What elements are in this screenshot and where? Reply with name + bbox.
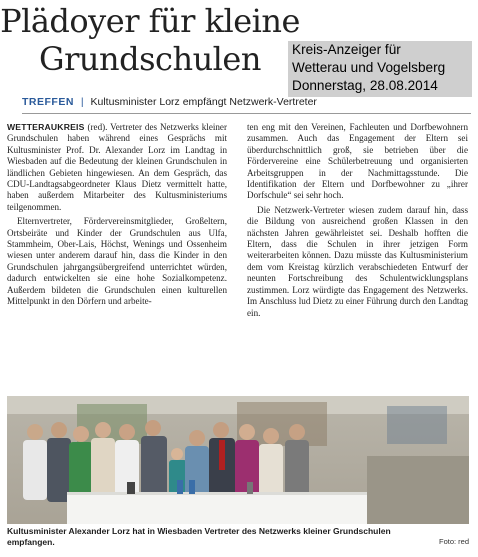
headline-line-1: Plädoyer für kleine xyxy=(0,2,300,40)
divider xyxy=(22,113,471,114)
source-label xyxy=(288,41,472,97)
kicker-label: TREFFEN xyxy=(22,96,74,108)
group-photo xyxy=(7,396,469,524)
article-paragraph-2: Elternvertreter, Fördervereinsmitglieder, Großeltern, Ortsbeiräte und Kinder der Grundschulen aus Ulfa, Stammheim, Ober-Lais, Höchst, Wenings und Ossenheim wiesen unter anderem darauf hin, dass die Kinder in den Grundschulen jahrgangsübergreifend unterrichtet würden, dadurch entwickelten sie eine hohe Sozialkompetenz. Außerdem bildeten die Grundschulen einen kulturellen Mittelpunkt in den Dörfern und arbeite- xyxy=(7,216,227,307)
article-paragraph xyxy=(7,122,227,213)
source-line-3: Donnerstag, 28.08.2014 xyxy=(292,78,438,93)
photo-caption xyxy=(7,526,469,547)
photo-credit: Foto: red xyxy=(438,537,469,546)
kicker-separator-icon: | xyxy=(80,96,84,108)
group-photo-image xyxy=(7,396,469,524)
article-paragraph-1-text: (red). Vertreter des Netzwerks kleiner Grundschulen haben während eines Gesprächs mit Kultusminister Prof. Dr. Alexander Lorz im Landtag in Wiesbaden auf die Bedeutung der kleinen Grundschulen in ländlichen Gebieten hingewiesen. An dem Gespräch, das CDU-Landtagsabgeordneter Klaus Dietz vermittelt hatte, haben außerdem Mitarbeiter des Kultusministeriums teilgenommen. xyxy=(7,122,227,212)
headline xyxy=(0,2,300,78)
article-paragraph-4: Die Netzwerk-Vertreter wiesen zudem darauf hin, dass die Bildung von ausreichend großen Klassen in den nächsten Jahren gewährleistet sei. Deshalb hofften die Eltern, dass die Schulen in ihrer jetzigen Form weiterarbeiten können. Dazu müsste das Kultusministerium dem vom Kreistag kürzlich verabschiedeten Entwurf der neunten Fortschreibung des Schulentwicklungsplans zustimmen. Lorz würdigte das Engagement des Netzwerks. Im Anschluss lud Dietz zu einer Führung durch den Landtag ein. xyxy=(247,204,468,318)
article-column-right xyxy=(247,122,468,322)
source-line-1: Kreis-Anzeiger für xyxy=(292,42,401,57)
kicker-text: Kultusminister Lorz empfängt Netzwerk-Vertreter xyxy=(90,96,317,108)
dateline: WETTERAUKREIS xyxy=(7,122,85,132)
headline-line-2: Grundschulen xyxy=(39,40,261,78)
kicker xyxy=(22,96,472,108)
article-paragraph-3: ten eng mit den Vereinen, Fachleuten und Dorfbewohnern zusammen. Auch das Engagement der Eltern sei überdurchschnittlich groß, sie betrieben über die Fördervereine eine Schülerbetreuung und organisierten Arbeitsgruppen in der Nachmittagsstunde. Die Identifikation der Eltern und Dorfbewohner zu „ihrer Dorfschule“ sei sehr hoch. xyxy=(247,122,468,201)
article-column-left xyxy=(7,122,227,311)
source-line-2: Wetterau und Vogelsberg xyxy=(292,60,446,75)
caption-text: Kultusminister Alexander Lorz hat in Wiesbaden Vertreter des Netzwerks kleiner Grundschulen empfangen. xyxy=(7,526,391,547)
